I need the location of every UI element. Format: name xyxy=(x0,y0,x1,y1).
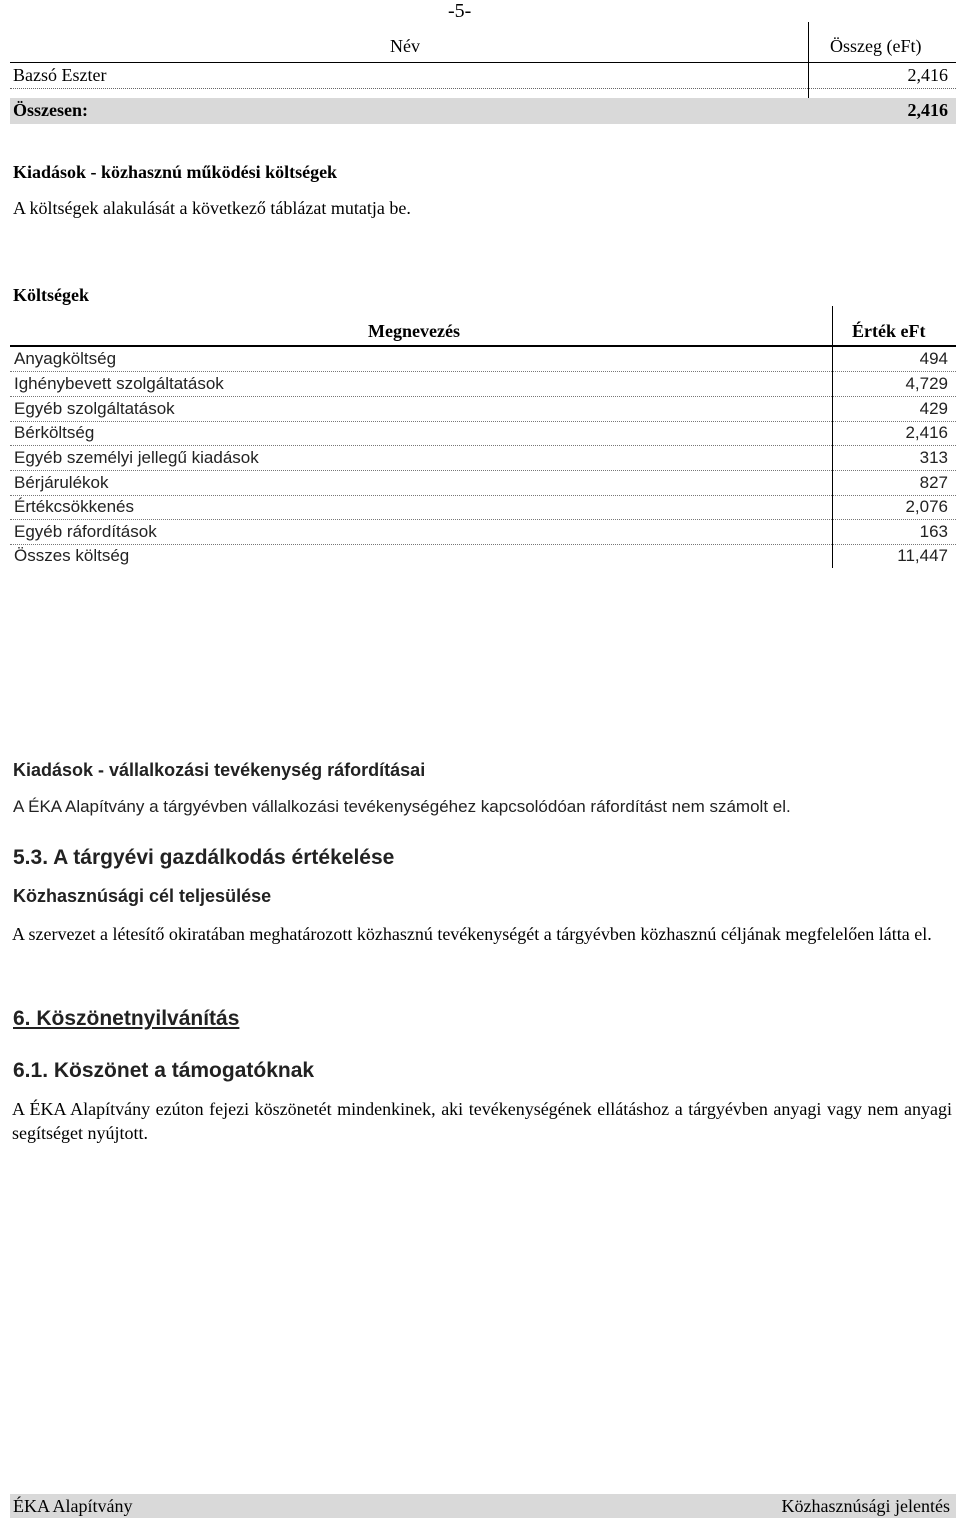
table2-row-name: Egyéb személyi jellegű kiadások xyxy=(14,448,259,467)
heading-5-3: 5.3. A tárgyévi gazdálkodás értékelése xyxy=(13,846,395,869)
table2-row-value: 4,729 xyxy=(905,374,948,393)
page-footer xyxy=(10,1494,956,1518)
table2-row-name: Egyéb ráfordítások xyxy=(14,522,157,541)
section-kiadasok-title: Kiadások - közhasznú működési költségek xyxy=(13,162,338,182)
table2-row-value: 2,076 xyxy=(905,497,948,516)
table2-header-value: Érték eFt xyxy=(852,321,926,341)
section-vallalkozasi-text: A ÉKA Alapítvány a tárgyévben vállalkozási tevékenységéhez kapcsolódóan ráfordítást nem számolt el. xyxy=(13,797,791,816)
text-6-1: A ÉKA Alapítvány ezúton fejezi köszönetét mindenkinek, aki tevékenységének ellátáshoz a tárgyévben anyagi vagy nem anyagi segítséget nyújtott. xyxy=(12,1099,952,1143)
table2-row-name: Bérköltség xyxy=(14,423,95,442)
table2-row xyxy=(10,519,956,545)
footer-right: Közhasznúsági jelentés xyxy=(781,1496,950,1516)
table2-total-row xyxy=(10,543,956,568)
section-kiadasok-intro: A költségek alakulását a következő táblázat mutatja be. xyxy=(13,198,411,218)
table1-row xyxy=(10,62,956,87)
table2-row-value: 163 xyxy=(919,522,948,541)
heading-kozhasznu-cel: Közhasznúsági cél teljesülése xyxy=(13,886,272,906)
heading-6-1: 6.1. Köszönet a támogatóknak xyxy=(13,1059,315,1082)
table2-row-value: 429 xyxy=(919,399,948,418)
table2-row-value: 313 xyxy=(919,448,948,467)
table1-header-name: Név xyxy=(390,36,420,56)
table2-row-value: 11,447 xyxy=(897,546,948,565)
table2-row-value: 2,416 xyxy=(905,423,948,442)
table2-row-name: Egyéb szolgáltatások xyxy=(14,399,175,418)
table1-row-separator xyxy=(10,88,956,89)
table2-row xyxy=(10,346,956,372)
table2-row-name: Ighénybevett szolgáltatások xyxy=(14,374,224,393)
table2-row-name: Bérjárulékok xyxy=(14,473,109,492)
heading-6: 6. Köszönetnyilvánítás xyxy=(13,1007,240,1030)
table2-row-value: 827 xyxy=(919,473,948,492)
table2-row-name: Anyagköltség xyxy=(14,349,117,368)
table2-header-name: Megnevezés xyxy=(368,321,460,341)
table2-row xyxy=(10,494,956,520)
table2-row-name: Értékcsökkenés xyxy=(14,497,134,516)
section-vallalkozasi-title: Kiadások - vállalkozási tevékenység ráfordításai xyxy=(13,760,426,780)
table2-row-value: 494 xyxy=(919,349,948,368)
table1-total-name: Összesen: xyxy=(13,100,88,120)
table2-title: Költségek xyxy=(13,285,89,305)
text-kozhasznu-cel: A szervezet a létesítő okiratában meghatározott közhasznú tevékenységét a tárgyévben közhasznú céljának megfelelően látta el. xyxy=(12,924,932,944)
footer-left: ÉKA Alapítvány xyxy=(13,1496,133,1516)
table1-row-amount: 2,416 xyxy=(907,65,948,85)
table2-row xyxy=(10,371,956,397)
table2-row xyxy=(10,445,956,471)
table2-row xyxy=(10,420,956,446)
page-number: -5- xyxy=(448,0,472,22)
table1-row-name: Bazsó Eszter xyxy=(13,65,107,85)
table2-row-name: Összes költség xyxy=(14,546,130,565)
table1-header-amount: Összeg (eFt) xyxy=(830,36,922,56)
table1-total-row xyxy=(10,98,956,124)
table2-row xyxy=(10,470,956,496)
table1-total-amount: 2,416 xyxy=(907,100,948,120)
table2-row xyxy=(10,396,956,422)
